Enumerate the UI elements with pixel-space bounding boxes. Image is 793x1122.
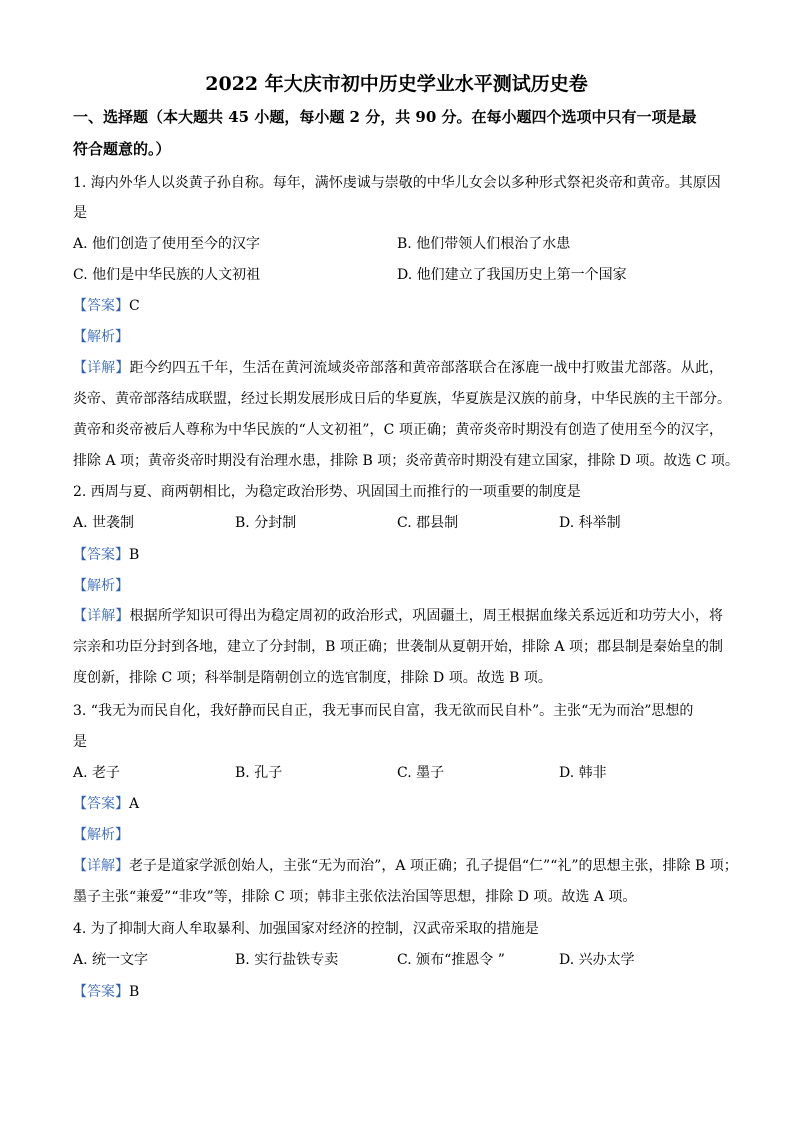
q2-option-a: A. 世袭制 (73, 515, 135, 531)
page-title: 2022 年大庆市初中历史学业水平测试历史卷 (205, 73, 588, 95)
q1-stem: 1. 海内外华人以炎黄子孙自称。每年，满怀虔诚与崇敬的中华儿女会以多种形式祭祀炎帝和黄帝。其原因 (73, 175, 721, 191)
q2-analysis (73, 576, 723, 596)
q4-option-b: B. 实行盐铁专卖 (235, 952, 339, 968)
q2-stem: 2. 西周与夏、商两朝相比，为稳定政治形势、巩固国土而推行的一项重要的制度是 (73, 484, 581, 500)
q4-stem: 4. 为了抑制大商人牟取暴利、加强国家对经济的控制，汉武帝采取的措施是 (73, 921, 539, 937)
analysis-label: 【解析】 (73, 329, 129, 345)
section-heading-cont: 符合题意的。） (73, 140, 171, 158)
q2-option-c: C. 郡县制 (397, 515, 459, 531)
analysis-label: 【解析】 (73, 827, 129, 843)
q2-detail-line: 宗亲和功臣分封到各地，建立了分封制，B 项正确；世袭制从夏朝开始，排除 A 项；郡县制是秦始皇的制 (73, 639, 723, 655)
q3-option-d: D. 韩非 (559, 765, 607, 781)
detail-label: 【详解】 (73, 858, 129, 874)
q1-detail-line: 黄帝和炎帝被后人尊称为中华民族的“人文初祖”，C 项正确；黄帝炎帝时期没有创造了使用至今的汉字， (73, 422, 723, 438)
q3-option-a: A. 老子 (73, 765, 121, 781)
q4-option-c: C. 颁布“推恩令 ” (397, 952, 505, 968)
q1-analysis (73, 327, 723, 347)
answer-label: 【答案】 (73, 984, 129, 1000)
section-heading: 一、选择题（本大题共 45 小题，每小题 2 分，共 90 分。在每小题四个选项中只有一项是最 (73, 108, 697, 126)
q1-detail-line: 【详解】距今约四五千年，生活在黄河流域炎帝部落和黄帝部落联合在涿鹿一战中打败蚩尤部落。从此， (73, 360, 724, 376)
q2-option-b: B. 分封制 (235, 515, 297, 531)
q1-stem-cont: 是 (73, 205, 87, 221)
q3-answer (73, 794, 723, 814)
answer-label: 【答案】 (73, 547, 129, 563)
answer-label: 【答案】 (73, 796, 129, 812)
q1-option-b: B. 他们带领人们根治了水患 (397, 236, 571, 252)
q3-stem: 3. “我无为而民自化，我好静而民自正，我无事而民自富，我无欲而民自朴”。主张“无为而治”思想的 (73, 703, 694, 719)
q1-detail-line: 炎帝、黄帝部落结成联盟，经过长期发展形成日后的华夏族，华夏族是汉族的前身，中华民族的主干部分。 (73, 391, 731, 407)
q2-option-d: D. 科举制 (559, 515, 621, 531)
q3-analysis (73, 825, 723, 845)
q2-detail-line: 度创新，排除 C 项；科举制是隋朝创立的选官制度，排除 D 项。故选 B 项。 (73, 670, 552, 686)
q1-option-d: D. 他们建立了我国历史上第一个国家 (397, 267, 627, 283)
q3-detail-line: 【详解】老子是道家学派创始人，主张“无为而治”，A 项正确；孔子提倡“仁”“礼”的思想主张，排除 B 项； (73, 858, 738, 874)
q1-option-a: A. 他们创造了使用至今的汉字 (73, 236, 261, 252)
q1-answer (73, 296, 723, 316)
detail-label: 【详解】 (73, 608, 130, 624)
q2-answer (73, 545, 723, 565)
answer-label: 【答案】 (73, 298, 129, 314)
q3-option-c: C. 墨子 (397, 765, 445, 781)
q3-option-b: B. 孔子 (235, 765, 283, 781)
detail-label: 【详解】 (73, 360, 130, 376)
analysis-label: 【解析】 (73, 578, 129, 594)
q3-detail-line: 墨子主张“兼爱”“非攻”等，排除 C 项；韩非主张依法治国等思想，排除 D 项。故选 A 项。 (73, 889, 637, 905)
q1-option-c: C. 他们是中华民族的人文初祖 (73, 267, 261, 283)
q3-answer-value: A (129, 796, 140, 812)
q2-answer-value: B (129, 547, 140, 563)
q4-answer-value: B (129, 984, 140, 1000)
q3-stem-cont: 是 (73, 734, 87, 750)
q1-answer-value: C (129, 298, 140, 314)
q1-detail-line: 排除 A 项；黄帝炎帝时期没有治理水患，排除 B 项；炎帝黄帝时期没有建立国家，排除 D 项。故选 C 项。 (73, 453, 739, 469)
q4-option-a: A. 统一文字 (73, 952, 149, 968)
q4-option-d: D. 兴办太学 (559, 952, 635, 968)
q4-answer (73, 982, 723, 1002)
q2-detail-line: 【详解】根据所学知识可得出为稳定周初的政治形式，巩固疆土，周王根据血缘关系远近和功劳大小，将 (73, 608, 724, 624)
